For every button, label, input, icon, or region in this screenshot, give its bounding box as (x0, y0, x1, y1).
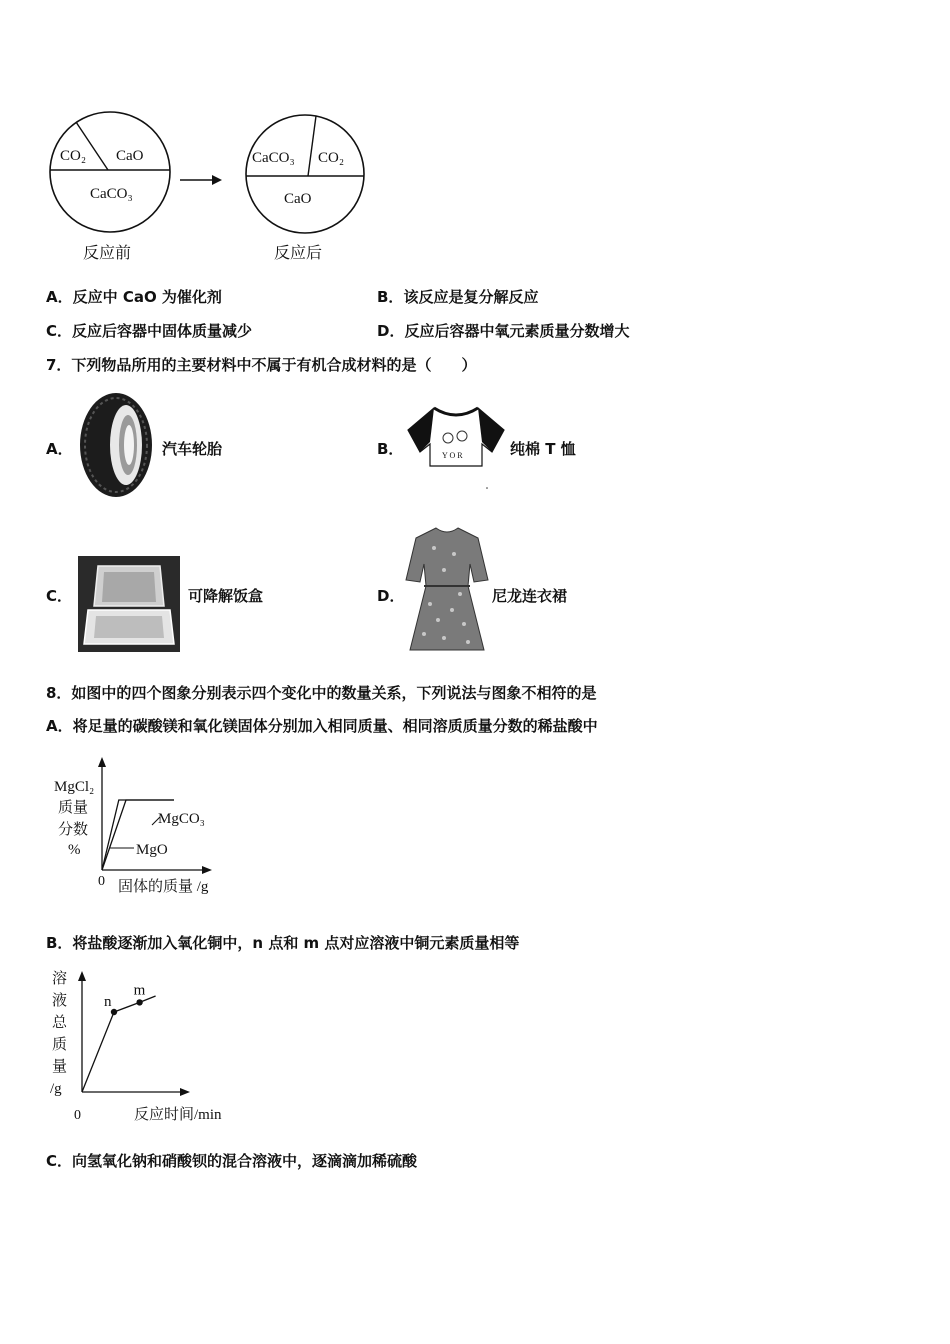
q8-option-c[interactable]: C．向氢氧化钠和硝酸钡的混合溶液中，逐滴滴加稀硫酸 (46, 1152, 418, 1170)
chart-b-ylabel-char: 液 (52, 993, 68, 1009)
tire-image (74, 392, 164, 498)
chart-a-ylabel-line: MgCl₂ (54, 779, 95, 795)
q6-option-b[interactable]: B．该反应是复分解反应 (377, 288, 539, 306)
q7-option-a-text: 汽车轮胎 (162, 440, 223, 458)
chart-b-y-arrow (78, 971, 86, 981)
chart-a-x-arrow (202, 866, 212, 874)
chart-b-ylabel-char: 质 (52, 1037, 68, 1053)
before-circle (50, 112, 170, 232)
after-divider-slant (308, 116, 316, 176)
after-caco3-label: CaCO₃ (252, 150, 295, 166)
q8-option-a[interactable]: A．将足量的碳酸镁和氧化镁固体分别加入相同质量、相同溶质质量分数的稀盐酸中 (46, 717, 598, 735)
chart-b-point-n (111, 1009, 117, 1015)
before-caco3-label: CaCO₃ (90, 186, 133, 202)
before-cao-label: CaO (116, 148, 144, 164)
chart-b-series-line (82, 996, 156, 1092)
q8-option-b[interactable]: B．将盐酸逐渐加入氧化铜中，n 点和 m 点对应溶液中铜元素质量相等 (46, 934, 520, 952)
before-caption: 反应前 (83, 243, 132, 262)
dress-image (404, 524, 490, 654)
tshirt-image (404, 402, 508, 492)
chart-b-ylabel-char: 量 (52, 1059, 68, 1075)
chart-b-ylabel-char: /g (50, 1081, 62, 1097)
q7-option-c-letter[interactable]: C． (46, 587, 73, 605)
after-co2-label: CO₂ (318, 150, 345, 166)
q7-option-d-letter[interactable]: D． (377, 587, 405, 605)
chart-b-xlabel: 反应时间/min (134, 1107, 222, 1123)
chart-a-ylabel-line: 分数 (58, 822, 89, 838)
chart-a-series-label-mgo: MgO (136, 842, 168, 858)
reaction-arrow-head (212, 175, 222, 185)
svg-text:Y O R: Y O R (442, 451, 463, 460)
q8-stem: 8．如图中的四个图象分别表示四个变化中的数量关系，下列说法与图象不相符的是 (46, 684, 597, 702)
lunchbox-image (78, 556, 180, 652)
chart-b-point-label-n: n (104, 994, 112, 1010)
chart-a-mgcl2 (40, 755, 240, 905)
q7-option-d-text: 尼龙连衣裙 (492, 587, 568, 605)
after-cao-label: CaO (284, 191, 312, 207)
q7-option-b-letter[interactable]: B． (377, 440, 404, 458)
chart-b-point-m (136, 999, 142, 1005)
chart-a-xlabel: 固体的质量 /g (118, 879, 209, 895)
q6-option-d[interactable]: D．反应后容器中氧元素质量分数增大 (377, 322, 630, 340)
chart-b-ylabel-char: 溶 (52, 971, 68, 987)
chart-b-origin: 0 (74, 1108, 81, 1123)
q6-option-c[interactable]: C．反应后容器中固体质量减少 (46, 322, 253, 340)
chart-b-solution-mass (40, 965, 260, 1130)
before-co2-label: CO₂ (60, 148, 87, 164)
q6-option-a[interactable]: A．反应中 CaO 为催化剂 (46, 288, 222, 306)
chart-a-y-arrow (98, 757, 106, 767)
chart-a-ylabel-line: % (68, 842, 81, 858)
chart-b-x-arrow (180, 1088, 190, 1096)
q7-option-c-text: 可降解饭盒 (188, 587, 264, 605)
q7-stem: 7．下列物品所用的主要材料中不属于有机合成材料的是（ ） (46, 356, 477, 374)
q7-option-a-letter[interactable]: A． (46, 440, 73, 458)
chart-a-ylabel-line: 质量 (58, 800, 89, 816)
chart-b-point-label-m: m (133, 982, 146, 999)
after-caption: 反应后 (274, 243, 323, 262)
chart-a-origin: 0 (98, 874, 105, 889)
after-circle (246, 115, 364, 233)
chart-a-series-label-mgco3: MgCO₃ (158, 811, 205, 827)
chart-b-ylabel-char: 总 (52, 1015, 68, 1031)
q7-option-b-text: 纯棉 T 恤 (510, 440, 576, 458)
reaction-diagram (0, 0, 950, 280)
